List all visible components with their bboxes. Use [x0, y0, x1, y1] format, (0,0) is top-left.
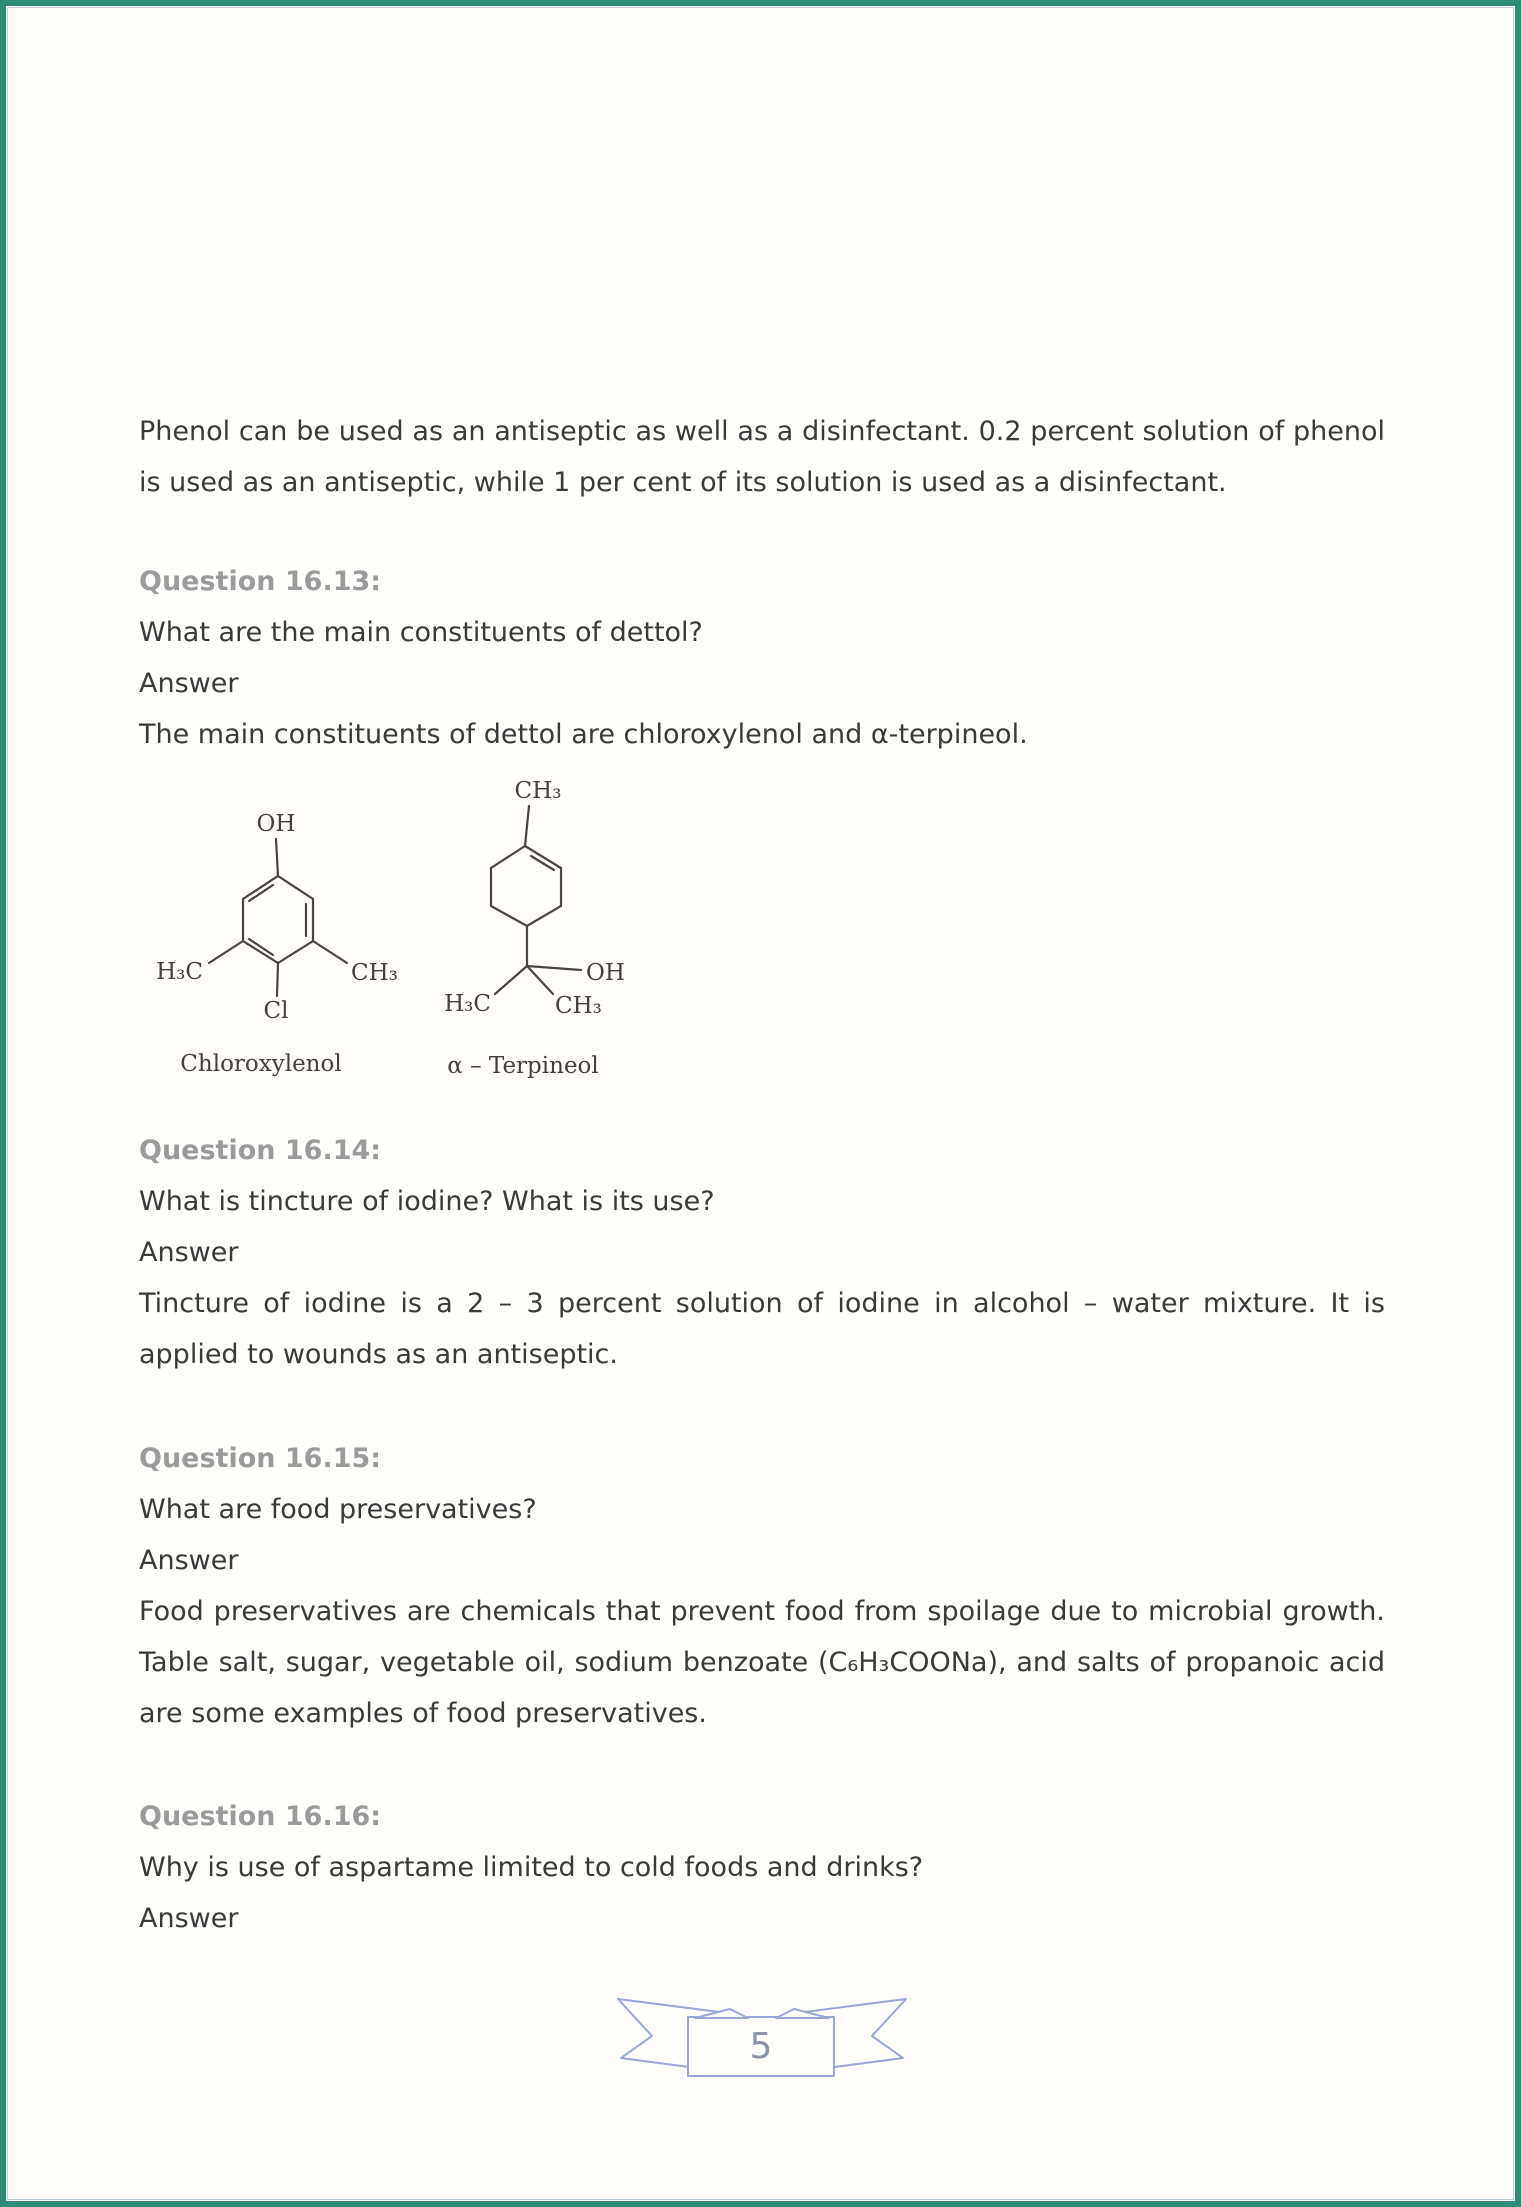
- question-16-16-text: Why is use of aspartame limited to cold foods and drinks?: [139, 1852, 924, 1883]
- terpineol-ch3-label: CH₃: [555, 993, 602, 1019]
- structures-svg: [123, 768, 743, 1098]
- terpineol-h3c-label: H₃C: [444, 991, 491, 1017]
- page-number: 5: [749, 2026, 773, 2067]
- question-16-15-text: What are food preservatives?: [139, 1494, 537, 1525]
- question-16-13-heading: Question 16.13:: [139, 566, 382, 597]
- terpineol-oh-label: OH: [586, 960, 625, 986]
- answer-label-16-16: Answer: [139, 1903, 239, 1934]
- question-16-16-heading: Question 16.16:: [139, 1801, 382, 1832]
- answer-label-16-13: Answer: [139, 668, 239, 699]
- answer-16-13-text: The main constituents of dettol are chloroxylenol and α-terpineol.: [139, 719, 1028, 750]
- terpineol-ch3-top-label: CH₃: [514, 778, 562, 804]
- answer-16-14-text: Tincture of iodine is a 2 – 3 percent solution of iodine in alcohol – water mixture. It is applied to wounds as an antiseptic.: [139, 1288, 1385, 1370]
- terpineol-caption: α – Terpineol: [447, 1053, 599, 1079]
- ribbon-svg: [602, 1988, 922, 2088]
- chloroxylenol-ch3-label: CH₃: [351, 960, 398, 986]
- chloroxylenol-caption: Chloroxylenol: [180, 1051, 342, 1077]
- chloroxylenol-h3c-label: H₃C: [156, 959, 203, 985]
- terpineol-structure: [444, 778, 625, 1079]
- question-16-13-text: What are the main constituents of dettol?: [139, 617, 703, 648]
- chloroxylenol-oh-label: OH: [256, 811, 296, 837]
- chloroxylenol-structure: [156, 811, 398, 1077]
- answer-label-16-14: Answer: [139, 1237, 239, 1268]
- intro-paragraph: Phenol can be used as an antiseptic as well as a disinfectant. 0.2 percent solution of phenol is used as an antiseptic, while 1 per cent of its solution is used as a disinfectant.: [139, 416, 1385, 498]
- answer-16-15-text: Food preservatives are chemicals that prevent food from spoilage due to microbial growth. Table salt, sugar, vegetable oil, sodium benzoate (C₆H₃COONa), and salts of propanoic acid are some examples of food preservatives.: [139, 1596, 1385, 1729]
- page-content: [8, 8, 1513, 2105]
- page-number-ribbon: [602, 1988, 922, 2105]
- page-inner-frame: [7, 7, 1514, 2200]
- question-16-15-heading: Question 16.15:: [139, 1443, 382, 1474]
- question-16-14-heading: Question 16.14:: [139, 1135, 382, 1166]
- question-16-14-text: What is tincture of iodine? What is its use?: [139, 1186, 715, 1217]
- chemical-structures-figure: [123, 768, 1385, 1098]
- answer-label-16-15: Answer: [139, 1545, 239, 1576]
- chloroxylenol-cl-label: Cl: [263, 998, 289, 1024]
